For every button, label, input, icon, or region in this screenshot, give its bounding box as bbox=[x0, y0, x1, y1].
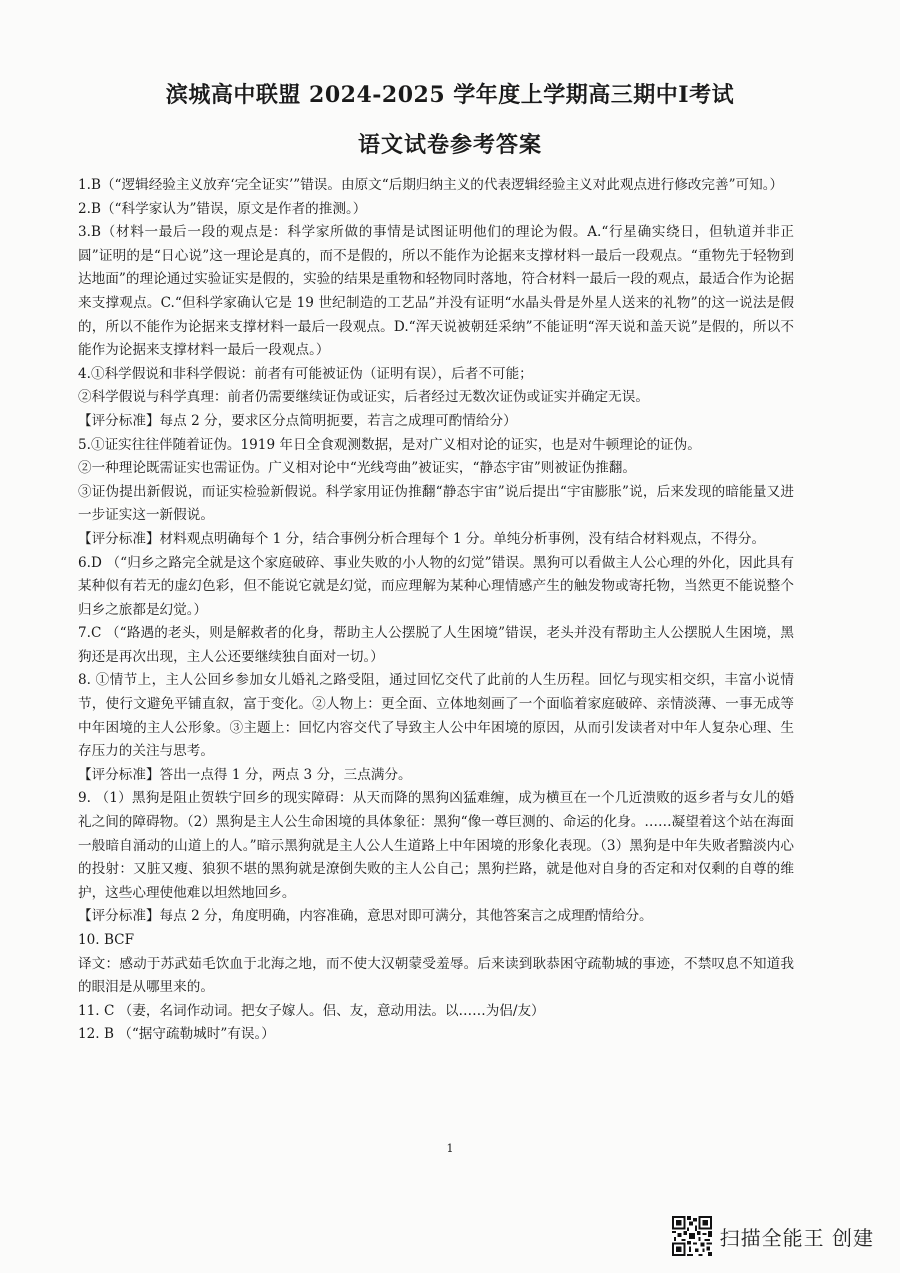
page-number: 1 bbox=[446, 1142, 454, 1155]
answer-4-point-1: 4.①科学假说和非科学假说：前者有可能被证伪（证明有误），后者不可能； bbox=[78, 365, 533, 382]
answer-5-point-1: 5.①证实往往伴随着证伪。1919 年日全食观测数据，是对广义相对论的证实，也是对牛顿理论的证伪。 bbox=[78, 436, 701, 453]
answer-9: 9. （1）黑狗是阻止贺轶宁回乡的现实障碍：从天而降的黑狗凶猛难缠，成为横亘在一个几近溃败的返乡者与女儿的婚礼之间的障碍物。（2）黑狗是主人公生命困境的具体象征：黑狗“像一尊巨测的、命运的化身。……凝望着这个站在海面一般暗自涌动的山道上的人。”暗示黑狗就是主人公人生道路上中年困境的形象化表现。（3）黑狗是中年失败者黯淡内心的投射：又脏又瘦、狼狈不堪的黑狗就是潦倒失败的主人公自己；黑狗拦路，就是他对自身的否定和对仅剩的自尊的维护，这些心理使他难以坦然地回乡。 bbox=[78, 790, 794, 901]
answer-11: 11. C （妻，名词作动词。把女子嫁人。侣、友，意动用法。以……为侣/友） bbox=[78, 1002, 545, 1019]
answer-5-scoring: 【评分标准】材料观点明确每个 1 分，结合事例分析合理每个 1 分。单纯分析事例，没有结合材料观点，不得分。 bbox=[78, 530, 766, 547]
answer-7: 7.C （“路遇的老头，则是解救者的化身，帮助主人公摆脱了人生困境”错误，老头并没有帮助主人公摆脱人生困境，黑狗还是再次出现，主人公还要继续独自面对一切。） bbox=[78, 625, 794, 665]
answer-key-title: 语文试卷参考答案 bbox=[357, 132, 542, 158]
answer-5-point-3: ③证伪提出新假说，而证实检验新假说。科学家用证伪推翻“静态宇宙”说后提出“宇宙膨胀”说，后来发现的暗能量又进一步证实这一新假说。 bbox=[78, 483, 794, 524]
answer-9-scoring: 【评分标准】每点 2 分，角度明确，内容准确，意思对即可满分，其他答案言之成理酌情给分。 bbox=[78, 908, 653, 925]
scanner-watermark bbox=[672, 1214, 874, 1258]
answer-10: 10. BCF bbox=[78, 932, 135, 948]
answer-12: 12. B （“据守疏勒城时”有误。） bbox=[78, 1026, 275, 1043]
answer-5-point-2: ②一种理论既需证实也需证伪。广义相对论中“光线弯曲”被证实，“静态宇宙”则被证伪推翻。 bbox=[78, 460, 636, 477]
answer-6: 6.D （“归乡之路完全就是这个家庭破碎、事业失败的小人物的幻觉”错误。黑狗可以看做主人公心理的外化，因此具有某种似有若无的虚幻色彩，但不能说它就是幻觉，而应理解为某种心理情感产生的触发物或寄托物，当然更不能说整个归乡之旅都是幻觉。） bbox=[78, 554, 794, 618]
answer-4-point-2: ②科学假说与科学真理：前者仍需要继续证伪或证实，后者经过无数次证伪或证实并确定无误。 bbox=[78, 389, 649, 406]
answer-4-scoring: 【评分标准】每点 2 分，要求区分点简明扼要，若言之成理可酌情给分） bbox=[78, 412, 517, 429]
answer-1: 1.B（“逻辑经验主义放弃‘完全证实’”错误。由原文“后期归纳主义的代表逻辑经验主义对此观点进行修改完善”可知。） bbox=[78, 177, 784, 193]
answer-8: 8. ①情节上，主人公回乡参加女儿婚礼之路受阻，通过回忆交代了此前的人生历程。回忆与现实相交织，丰富小说情节，使行文避免平铺直叙，富于变化。②人物上：更全面、立体地刻画了一个面临着家庭破碎、亲情淡薄、一事无成等中年困境的主人公形象。③主题上：回忆内容交代了导致主人公中年困境的原因，从而引发读者对中年人复杂心理、生存压力的关注与思考。 bbox=[78, 672, 794, 760]
watermark-text: 扫描全能王 创建 bbox=[719, 1225, 874, 1250]
qr-code-icon bbox=[672, 1216, 712, 1256]
answer-10-translation: 译文：感动于苏武茹毛饮血于北海之地，而不使大汉朝蒙受羞辱。后来读到耿恭困守疏勒城的事迹，不禁叹息不知道我的眼泪是从哪里来的。 bbox=[78, 955, 794, 996]
answer-8-scoring: 【评分标准】答出一点得 1 分，两点 3 分，三点满分。 bbox=[78, 766, 412, 783]
answer-3: 3.B（材料一最后一段的观点是：科学家所做的事情是试图证明他们的理论为假。A.“行星确实绕日，但轨道并非正圆”证明的是“日心说”这一理论是真的，而不是假的，所以不能作为论据来支撑材料一最后一段观点。“重物先于轻物到达地面”的理论通过实验证实是假的，实验的结果是重物和轻物同时落地，符合材料一最后一段的观点，最适合作为论据来支撑观点。C.“但科学家确认它是 19 世纪制造的工艺品”并没有证明“水晶头骨是外星人送来的礼物”的这一说法是假的，所以不能作为论据来支撑材料一最后一段观点。D.“浑天说被朝廷采纳”不能证明“浑天说和盖天说”是假的，所以不能作为论据来支撑材料一最后一段观点。） bbox=[78, 224, 794, 359]
answer-2: 2.B（“科学家认为”错误，原文是作者的推测。） bbox=[78, 200, 367, 217]
answer-list bbox=[78, 174, 794, 1047]
exam-title: 滨城高中联盟 2024-2025 学年度上学期高三期中Ⅰ考试 bbox=[165, 82, 735, 108]
